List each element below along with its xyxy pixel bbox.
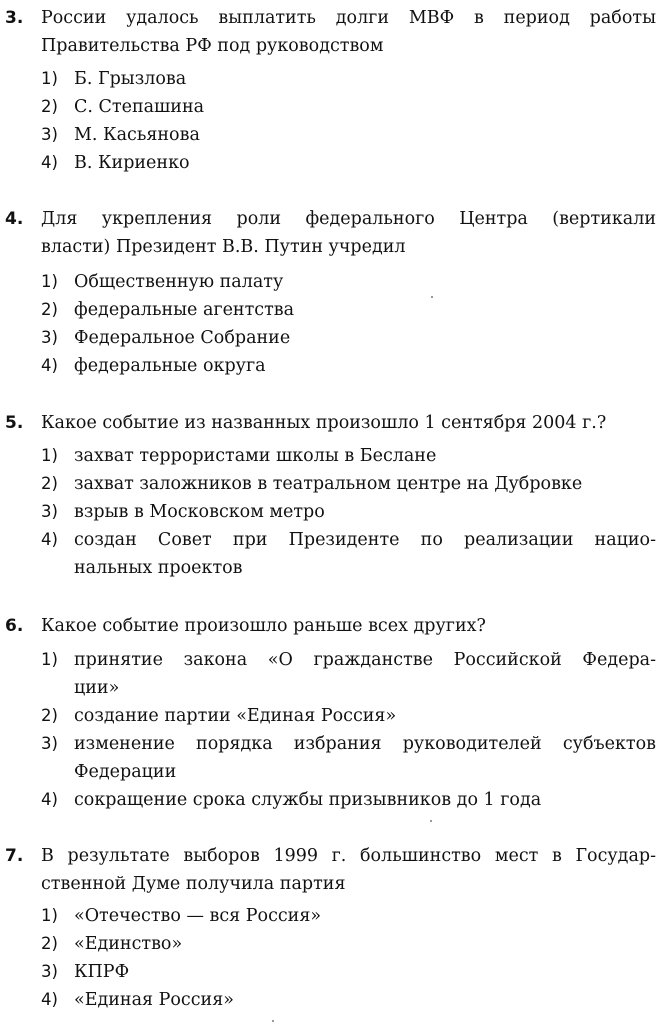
answer-options-3 — [0, 65, 661, 177]
option-number: 2) — [41, 934, 58, 953]
answer-option[interactable] — [0, 730, 661, 786]
scan-speck — [272, 1020, 274, 1022]
option-number: 1) — [41, 69, 58, 88]
answer-option[interactable] — [0, 646, 661, 702]
option-number: 1) — [41, 650, 58, 669]
option-text: захват террористами школы в Беслане — [74, 446, 437, 466]
option-text: С. Степашина — [74, 97, 205, 117]
question-text-line: В результате выборов 1999 г. большинство мест в Государ- — [41, 846, 656, 866]
question-number: 4. — [5, 209, 24, 229]
option-number: 3) — [41, 125, 58, 144]
option-number: 3) — [41, 962, 58, 981]
option-number: 2) — [41, 474, 58, 493]
option-text: сокращение срока службы призывников до 1 года — [74, 790, 542, 810]
option-number: 4) — [41, 530, 58, 549]
question-text-line: Какое событие из названных произошло 1 сентября 2004 г.? — [41, 413, 607, 433]
option-text-line: нальных проектов — [74, 558, 243, 578]
option-text: М. Касьянова — [74, 125, 200, 145]
option-text: Общественную палату — [74, 272, 284, 292]
answer-options-5 — [0, 442, 661, 582]
option-text: федеральные агентства — [74, 300, 295, 320]
option-number: 2) — [41, 706, 58, 725]
option-text: взрыв в Московском метро — [74, 502, 325, 522]
answer-option[interactable] — [0, 958, 661, 986]
option-text: захват заложников в театральном центре на Дубровке — [74, 474, 583, 494]
option-text-line: Федерации — [74, 762, 177, 782]
option-text — [74, 730, 656, 786]
question-text-line: ственной Думе получила партия — [41, 874, 346, 894]
answer-option[interactable] — [0, 352, 661, 380]
question-number: 7. — [5, 846, 24, 866]
option-number: 2) — [41, 97, 58, 116]
option-text: КПРФ — [74, 962, 130, 982]
scan-speck — [431, 296, 433, 298]
answer-options-7 — [0, 902, 661, 1014]
option-number: 3) — [41, 734, 58, 753]
answer-option[interactable] — [0, 786, 661, 814]
answer-options-6 — [0, 646, 661, 814]
option-text: «Единая Россия» — [74, 990, 234, 1010]
option-number: 1) — [41, 446, 58, 465]
option-text — [74, 526, 656, 582]
answer-option[interactable] — [0, 930, 661, 958]
answer-option[interactable] — [0, 442, 661, 470]
option-text-line: принятие закона «О гражданстве Российской Федера- — [74, 650, 656, 670]
answer-option[interactable] — [0, 121, 661, 149]
option-text: «Отечество — вся Россия» — [74, 906, 322, 926]
option-text: федеральные округа — [74, 356, 266, 376]
option-text: создание партии «Единая Россия» — [74, 706, 397, 726]
answer-option[interactable] — [0, 93, 661, 121]
option-number: 2) — [41, 300, 58, 319]
question-text-line: Правительства РФ под руководством — [41, 36, 384, 56]
option-text: Б. Грызлова — [74, 69, 187, 89]
answer-options-4 — [0, 268, 661, 380]
option-text: Федеральное Собрание — [74, 328, 291, 348]
option-text-line: создан Совет при Президенте по реализации нацио- — [74, 530, 656, 550]
answer-option[interactable] — [0, 65, 661, 93]
option-number: 1) — [41, 906, 58, 925]
question-text-line: Для укрепления роли федерального Центра (вертикали — [41, 209, 656, 229]
answer-option[interactable] — [0, 296, 661, 324]
option-text-line: изменение порядка избрания руководителей субъектов — [74, 734, 656, 754]
option-text: В. Кириенко — [74, 153, 190, 173]
answer-option[interactable] — [0, 470, 661, 498]
option-number: 3) — [41, 328, 58, 347]
option-number: 1) — [41, 272, 58, 291]
option-text-line: ции» — [74, 678, 120, 698]
answer-option[interactable] — [0, 986, 661, 1014]
question-text — [41, 612, 656, 640]
question-text — [41, 4, 656, 60]
answer-option[interactable] — [0, 498, 661, 526]
option-text — [74, 646, 656, 702]
question-text — [41, 205, 656, 261]
question-text-line: власти) Президент В.В. Путин учредил — [41, 237, 406, 257]
option-number: 3) — [41, 502, 58, 521]
option-number: 4) — [41, 990, 58, 1009]
answer-option[interactable] — [0, 324, 661, 352]
option-number: 4) — [41, 790, 58, 809]
answer-option[interactable] — [0, 268, 661, 296]
question-text — [41, 409, 656, 437]
option-text: «Единство» — [74, 934, 183, 954]
question-text-line: России удалось выплатить долги МВФ в период работы — [41, 8, 656, 28]
answer-option[interactable] — [0, 902, 661, 930]
question-number: 6. — [5, 616, 24, 636]
question-text-line: Какое событие произошло раньше всех других? — [41, 616, 486, 636]
option-number: 4) — [41, 153, 58, 172]
question-text — [41, 842, 656, 898]
answer-option[interactable] — [0, 526, 661, 582]
answer-option[interactable] — [0, 149, 661, 177]
scan-speck — [430, 820, 432, 822]
option-number: 4) — [41, 356, 58, 375]
question-number: 3. — [5, 8, 24, 28]
answer-option[interactable] — [0, 702, 661, 730]
question-number: 5. — [5, 413, 24, 433]
